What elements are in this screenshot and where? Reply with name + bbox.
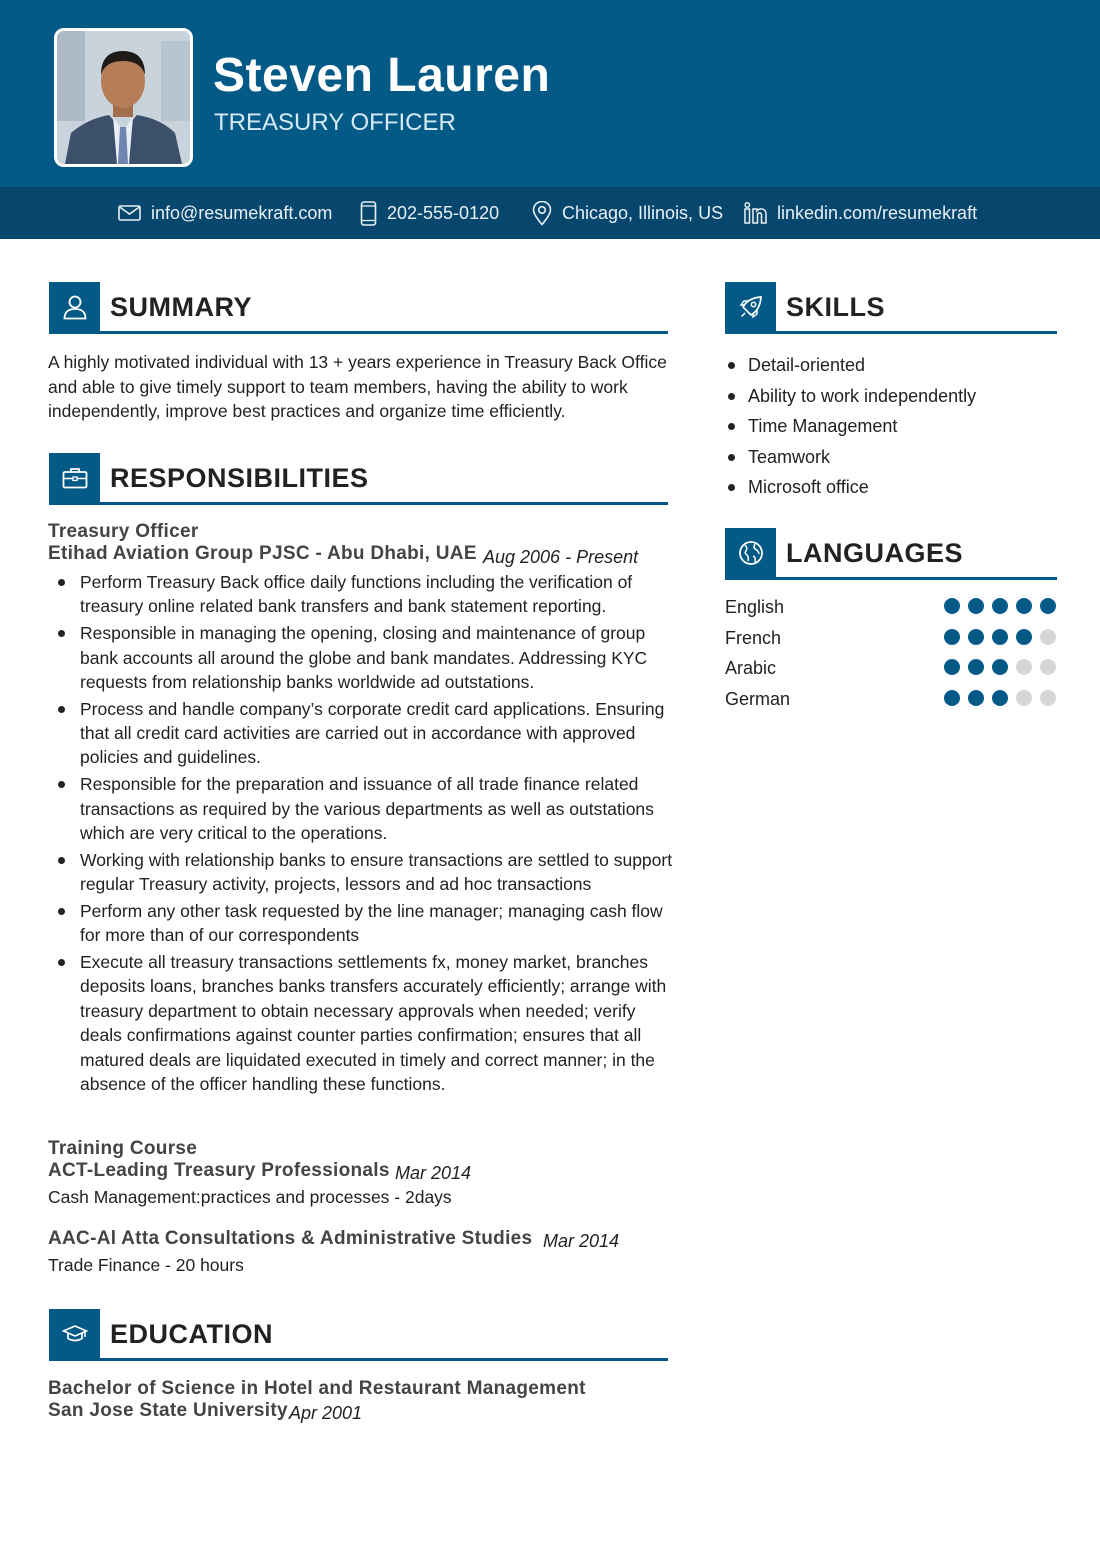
- skills-title: SKILLS: [786, 292, 886, 322]
- training-course-date: Mar 2014: [543, 1231, 620, 1251]
- education-heading: [49, 1309, 668, 1361]
- language-row: [725, 656, 1060, 686]
- briefcase-icon: [62, 467, 88, 489]
- rating-dot-filled: [968, 629, 984, 645]
- training-course-name: AAC-Al Atta Consultations & Administrative Studies: [48, 1228, 533, 1249]
- language-name: Arabic: [725, 658, 777, 678]
- profile-photo: [54, 28, 193, 167]
- contact-linkedin-text: linkedin.com/resumekraft: [777, 202, 978, 223]
- training-label: Training Course: [48, 1138, 198, 1159]
- graduation-cap-icon: [62, 1324, 88, 1344]
- rating-dot-empty: [1040, 659, 1056, 675]
- responsibilities-title: RESPONSIBILITIES: [110, 463, 369, 493]
- language-row: [725, 595, 1060, 625]
- contact-location: [532, 187, 723, 239]
- rating-dot-filled: [944, 690, 960, 706]
- skills-list: [725, 350, 976, 503]
- job-bullet: Perform any other task requested by the line manager; managing cash flow for more than of our correspondents: [48, 899, 673, 948]
- rating-dot-filled: [992, 598, 1008, 614]
- language-rating: [944, 659, 1064, 675]
- language-name: German: [725, 689, 791, 709]
- education-degree: Bachelor of Science in Hotel and Restaurant Management: [48, 1378, 586, 1399]
- training-course-date: Mar 2014: [395, 1163, 472, 1183]
- linkedin-icon: [744, 202, 767, 224]
- language-name: French: [725, 628, 782, 648]
- rating-dot-filled: [992, 659, 1008, 675]
- contact-email-text: info@resumekraft.com: [151, 202, 333, 223]
- rating-dot-filled: [968, 659, 984, 675]
- contact-phone[interactable]: [360, 187, 499, 239]
- language-rating: [944, 690, 1064, 706]
- languages-icon-box: [725, 528, 776, 578]
- languages-heading: [725, 528, 1057, 580]
- rating-dot-filled: [944, 659, 960, 675]
- language-name: English: [725, 597, 785, 617]
- user-icon: [62, 294, 88, 320]
- job-bullet: Process and handle company’s corporate credit card applications. Ensuring that all credit card activities are carried out in accordance with approved policies and guidelines.: [48, 697, 673, 770]
- language-row: [725, 687, 1060, 717]
- phone-icon: [360, 201, 377, 226]
- rating-dot-filled: [1040, 598, 1056, 614]
- training-course-detail: Trade Finance - 20 hours: [48, 1255, 244, 1275]
- skill-item: Time Management: [725, 411, 976, 442]
- job-bullet: Responsible for the preparation and issuance of all trade finance related transactions as required by the various departments as well as outstations which are very critical to the operations.: [48, 772, 673, 845]
- job-dates: Aug 2006 - Present: [483, 547, 639, 567]
- candidate-name: Steven Lauren: [213, 49, 551, 102]
- rating-dot-empty: [1040, 629, 1056, 645]
- skills-heading: [725, 282, 1057, 334]
- responsibilities-heading: [49, 453, 668, 505]
- rating-dot-filled: [992, 629, 1008, 645]
- skill-item: Teamwork: [725, 442, 976, 473]
- skill-item: Microsoft office: [725, 472, 976, 503]
- contact-phone-text: 202-555-0120: [387, 202, 500, 223]
- education-date: Apr 2001: [289, 1403, 363, 1423]
- rating-dot-filled: [1016, 598, 1032, 614]
- rating-dot-filled: [968, 690, 984, 706]
- job-bullet: Perform Treasury Back office daily functions including the verification of treasury online related bank transfers and bank statement reporting.: [48, 570, 673, 619]
- rating-dot-empty: [1040, 690, 1056, 706]
- job-bullet: Working with relationship banks to ensure transactions are settled to support regular Treasury activity, projects, lessors and ad hoc transactions: [48, 848, 673, 897]
- contact-bar: [0, 187, 1100, 239]
- map-pin-icon: [532, 201, 552, 226]
- resume-header: [0, 0, 1100, 187]
- envelope-icon: [118, 205, 141, 221]
- summary-text: A highly motivated individual with 13 + years experience in Treasury Back Office and able to give timely support to team members, having the ability to work independently, improve best practices and organize time efficiently.: [48, 352, 667, 421]
- job-role: Treasury Officer: [48, 521, 199, 542]
- skill-item: Ability to work independently: [725, 381, 976, 412]
- summary-title: SUMMARY: [110, 292, 252, 322]
- contact-email[interactable]: [118, 187, 332, 239]
- rating-dot-filled: [992, 690, 1008, 706]
- language-rating: [944, 629, 1064, 645]
- skill-item: Detail-oriented: [725, 350, 976, 381]
- training-course-detail: Cash Management:practices and processes - 2days: [48, 1187, 452, 1207]
- rating-dot-empty: [1016, 659, 1032, 675]
- rating-dot-filled: [944, 598, 960, 614]
- training-course-name: ACT-Leading Treasury Professionals: [48, 1160, 390, 1181]
- person-photo-icon: [57, 31, 190, 164]
- job-company: Etihad Aviation Group PJSC - Abu Dhabi, UAE: [48, 543, 477, 564]
- education-title: EDUCATION: [110, 1319, 273, 1349]
- education-icon-box: [49, 1309, 100, 1359]
- skills-icon-box: [725, 282, 776, 332]
- rating-dot-filled: [944, 629, 960, 645]
- job-bullets: [48, 570, 673, 1099]
- contact-location-text: Chicago, Illinois, US: [562, 202, 724, 223]
- rating-dot-filled: [968, 598, 984, 614]
- rocket-icon: [738, 294, 764, 320]
- responsibilities-icon-box: [49, 453, 100, 503]
- language-rating: [944, 598, 1064, 614]
- language-row: [725, 626, 1060, 656]
- summary-heading: [49, 282, 668, 334]
- job-bullet: Execute all treasury transactions settlements fx, money market, branches deposits loans, branches banks transfers accurately efficiently; arrange with treasury department to obtain necessary approvals when needed; verify deals confirmations against counter parties confirmation; ensures that all matured deals are liquidated executed in timely and correct manner; in the absence of the officer handling these functions.: [48, 950, 673, 1096]
- globe-icon: [738, 540, 764, 566]
- contact-linkedin[interactable]: [744, 187, 977, 239]
- job-bullet: Responsible in managing the opening, closing and maintenance of group bank accounts all around the globe and bank mandates. Addressing KYC requests from relationship banks worldwide ad outstations.: [48, 621, 673, 694]
- education-school: San Jose State University: [48, 1400, 288, 1421]
- summary-icon-box: [49, 282, 100, 332]
- candidate-title: TREASURY OFFICER: [214, 109, 456, 136]
- rating-dot-empty: [1016, 690, 1032, 706]
- rating-dot-filled: [1016, 629, 1032, 645]
- languages-title: LANGUAGES: [786, 538, 964, 568]
